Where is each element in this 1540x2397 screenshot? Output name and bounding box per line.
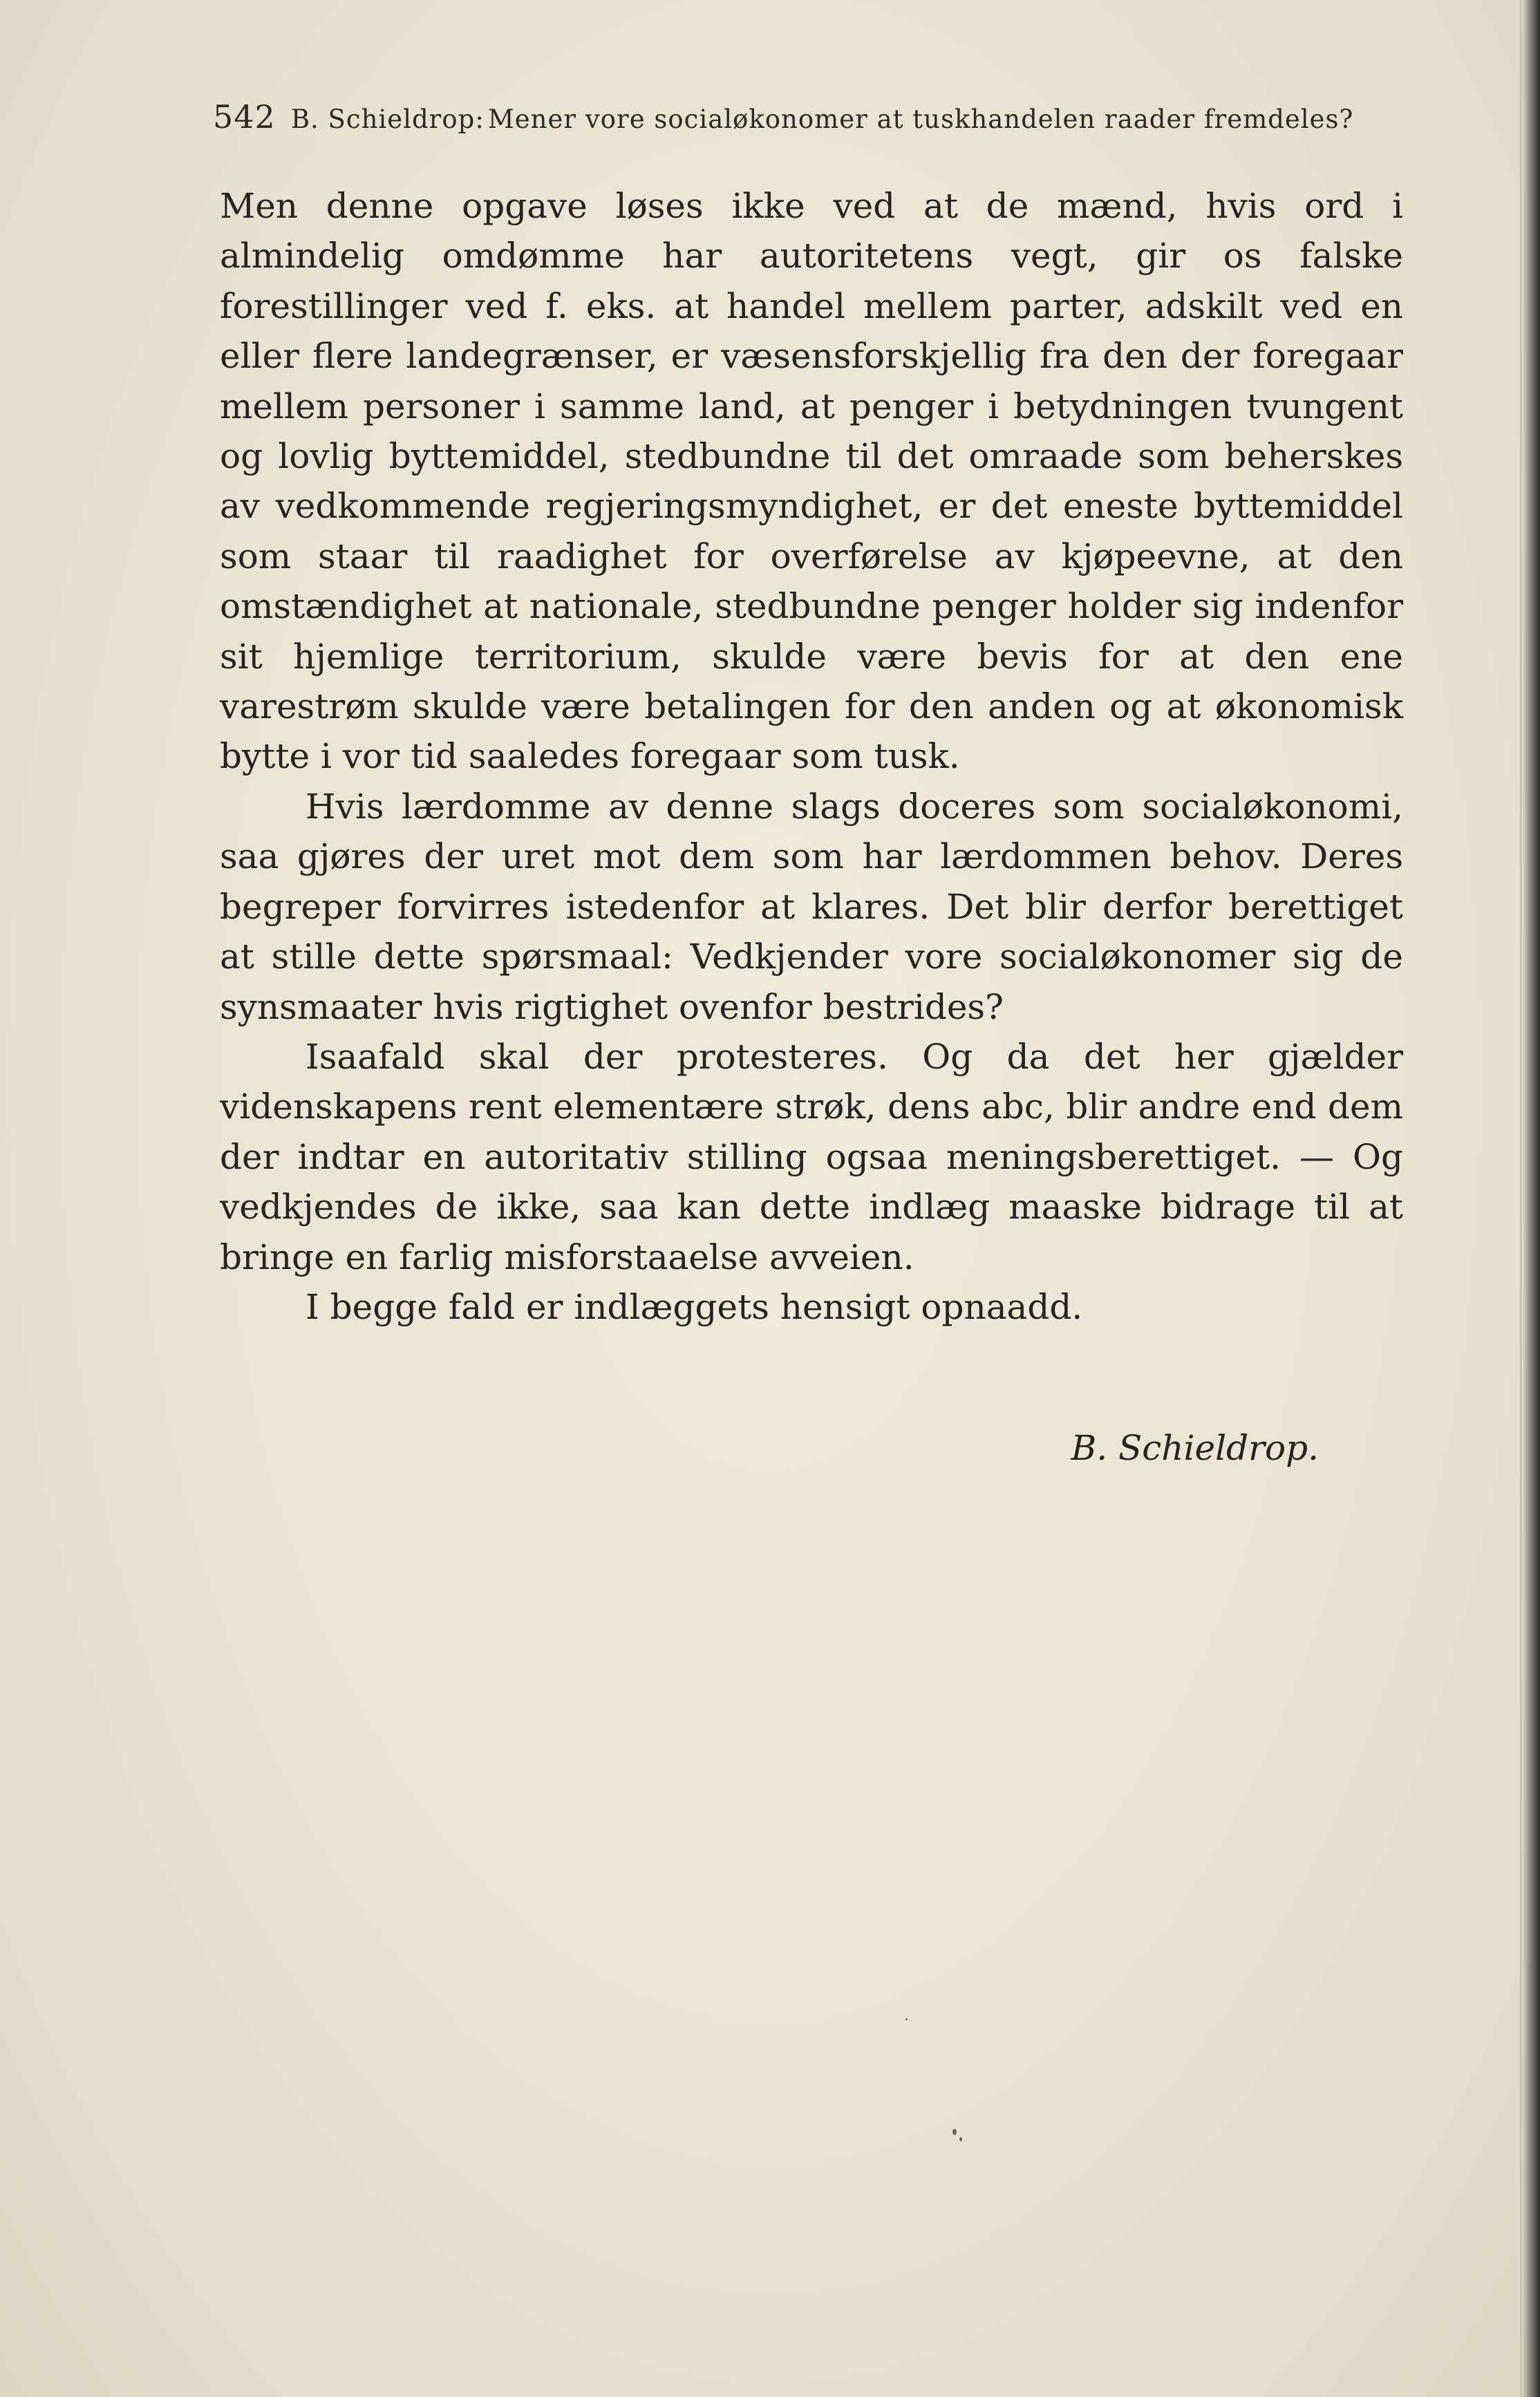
paragraph-2: Hvis lærdomme av denne slags doceres som socialøkonomi, saa gjøres der uret mot dem som har lærdommen behov. Deres begreper forvirres istedenfor at klares. Det blir derfor berettiget at stille dette spørsmaal: Vedkjender vore socialøkonomer sig de synsmaater hvis rigtighet ovenfor bestrides? [220,786,1403,1027]
page-number: 542 [213,98,276,135]
paragraph-3: Isaafald skal der protesteres. Og da det her gjælder videnskapens rent elementære strøk, dens abc, blir andre end dem der indtar en autoritativ stilling ogsaa meningsberettiget. — Og vedkjendes de ikke, saa kan dette indlæg maaske bidrage til at bringe en farlig misforstaaelse avveien. [220,1036,1403,1277]
running-header [213,98,1416,135]
page-edge-shadow [1522,0,1540,2397]
header-author: B. Schieldrop: [290,104,485,134]
paragraph-4: I begge fald er indlæggets hensigt opnaadd. [306,1286,1083,1327]
signature: B. Schieldrop. [1071,1428,1319,1468]
paper-speck [959,2137,962,2141]
paper-speck [952,2129,957,2135]
article-body [220,181,1403,1332]
header-title: Mener vore socialøkonomer at tuskhandelen raader fremdeles? [487,104,1354,134]
paragraph-1: Men denne opgave løses ikke ved at de mænd, hvis ord i almindelig omdømme har autoritetens vegt, gir os falske forestillinger ved f. eks. at handel mellem parter, adskilt ved en eller flere landegrænser, er væsensforskjellig fra den der foregaar mellem personer i samme land, at penger i betydningen tvungent og lovlig byttemiddel, stedbundne til det omraade som beherskes av vedkommende regjeringsmyndighet, er det eneste byttemiddel som staar til raadighet for overførelse av kjøpeevne, at den omstændighet at nationale, stedbundne penger holder sig indenfor sit hjemlige territorium, skulde være bevis for at den ene varestrøm skulde være betalingen for den anden og at økonomisk bytte i vor tid saaledes foregaar som tusk. [220,186,1403,777]
paper-speck [905,2018,908,2020]
